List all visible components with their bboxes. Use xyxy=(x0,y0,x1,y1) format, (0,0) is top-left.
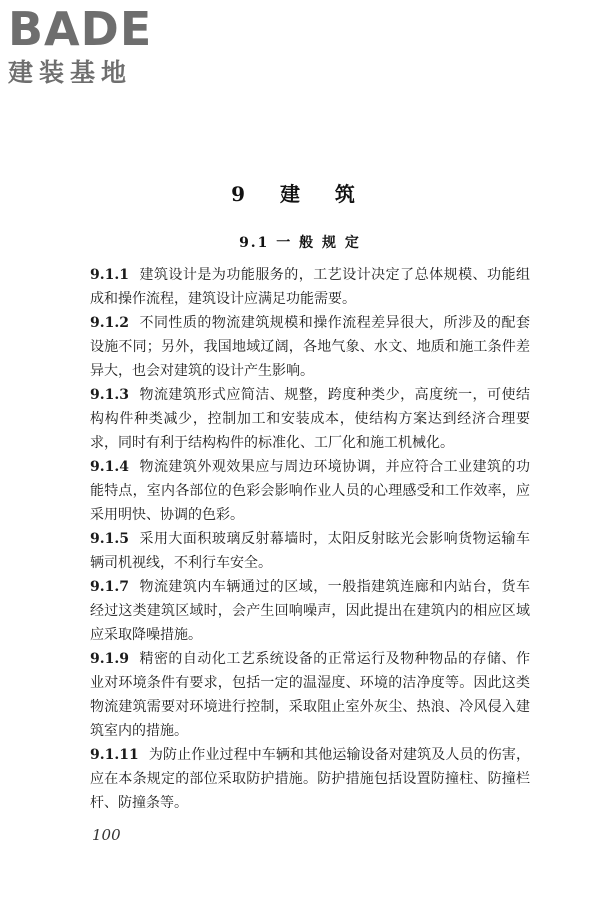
clause-number: 9.1.2 xyxy=(90,315,129,331)
clause-number: 9.1.9 xyxy=(90,651,129,667)
clause-number: 9.1.7 xyxy=(90,579,129,595)
bade-logo xyxy=(8,2,178,88)
clause-9-1-5 xyxy=(90,527,530,575)
logo-wordmark: BADE xyxy=(8,2,153,56)
clause-9-1-1 xyxy=(90,263,530,311)
clause-9-1-11 xyxy=(90,743,530,815)
clause-text: 精密的自动化工艺系统设备的正常运行及物种物品的存储、作业对环境条件有要求，包括一定的温湿度、环境的洁净度等。因此这类物流建筑需要对环境进行控制，采取阻止室外灰尘、热浪、冷风侵入建筑室内的措施。 xyxy=(90,651,530,739)
clause-9-1-2 xyxy=(90,311,530,383)
clause-9-1-9 xyxy=(90,647,530,743)
clause-text: 不同性质的物流建筑规模和操作流程差异很大，所涉及的配套设施不同；另外，我国地域辽阔，各地气象、水文、地质和施工条件差异大，也会对建筑的设计产生影响。 xyxy=(90,315,530,379)
clause-number: 9.1.1 xyxy=(90,267,129,283)
clause-number: 9.1.3 xyxy=(90,387,129,403)
clause-number: 9.1.5 xyxy=(90,531,129,547)
logo-subtitle: 建装基地 xyxy=(8,58,133,87)
section-title: 9.1 一 般 规 定 xyxy=(239,235,361,251)
clause-number: 9.1.4 xyxy=(90,459,129,475)
clause-list xyxy=(90,263,530,815)
clause-9-1-3 xyxy=(90,383,530,455)
clause-number: 9.1.11 xyxy=(90,747,139,763)
clause-text: 采用大面积玻璃反射幕墙时，太阳反射眩光会影响货物运输车辆司机视线，不利行车安全。 xyxy=(90,531,530,571)
clause-text: 物流建筑形式应简洁、规整，跨度种类少，高度统一，可使结构构件种类减少，控制加工和安装成本，使结构方案达到经济合理要求，同时有利于结构构件的标准化、工厂化和施工机械化。 xyxy=(90,387,530,451)
clause-text: 建筑设计是为功能服务的，工艺设计决定了总体规模、功能组成和操作流程，建筑设计应满足功能需要。 xyxy=(90,267,530,307)
chapter-title: 9 建 筑 xyxy=(231,182,369,206)
clause-text: 为防止作业过程中车辆和其他运输设备对建筑及人员的伤害，应在本条规定的部位采取防护措施。防护措施包括设置防撞柱、防撞栏杆、防撞条等。 xyxy=(90,747,530,811)
page-number: 100 xyxy=(92,826,121,844)
clause-text: 物流建筑内车辆通过的区域，一般指建筑连廊和内站台，货车经过这类建筑区域时，会产生回响噪声，因此提出在建筑内的相应区域应采取降噪措施。 xyxy=(90,579,530,643)
clause-9-1-7 xyxy=(90,575,530,647)
clause-9-1-4 xyxy=(90,455,530,527)
clause-text: 物流建筑外观效果应与周边环境协调，并应符合工业建筑的功能特点，室内各部位的色彩会影响作业人员的心理感受和工作效率，应采用明快、协调的色彩。 xyxy=(90,459,530,523)
